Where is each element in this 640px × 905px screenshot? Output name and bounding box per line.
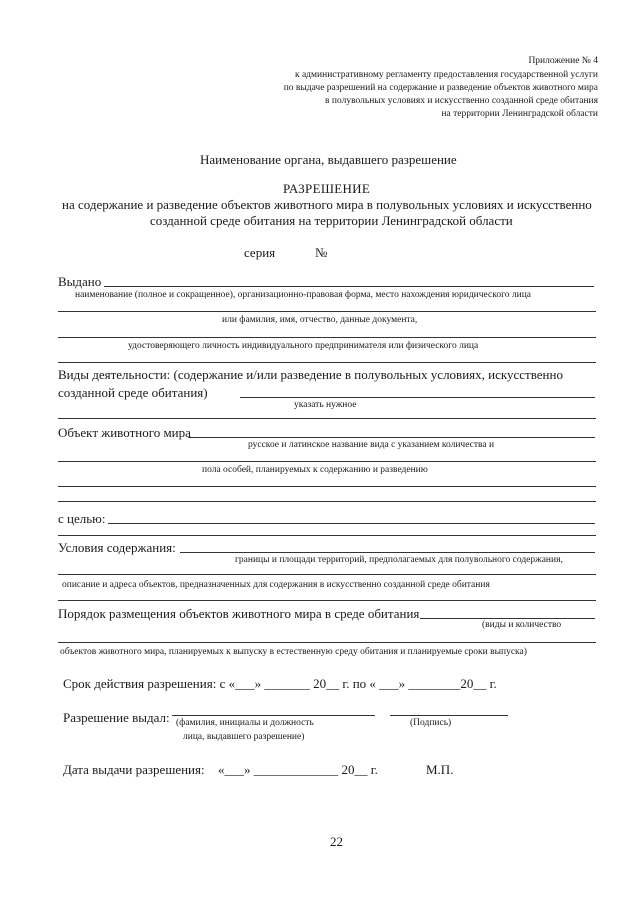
appendix-title: Приложение № 4 [528,56,598,66]
issued-by-line [172,715,375,716]
authority-name: Наименование органа, выдавшего разрешение [200,152,457,167]
validity-period: Срок действия разрешения: с «___» _______ 20__ г. по « ___» ________20__ г. [63,676,497,691]
purpose-label: с целью: [58,511,106,526]
document-subtitle-2: созданной среде обитания на территории Ленинградской области [150,213,513,228]
issued-by-hint-1: (фамилия, инициалы и должность [176,718,314,728]
appendix-line-4: на территории Ленинградской области [441,109,598,119]
wildlife-line-4 [58,501,596,502]
conditions-line [180,552,595,553]
signature-hint: (Подпись) [410,718,452,728]
wildlife-label: Объект животного мира [58,425,191,440]
issued-by-label: Разрешение выдал: [63,710,170,725]
issue-date-value: «___» _____________ 20__ г. [218,762,378,777]
activity-line-2-rule [58,418,596,419]
document-subtitle-1: на содержание и разведение объектов животного мира в полувольных условиях и искусственно [62,197,592,212]
issued-by-hint-2: лица, выдавшего разрешение) [183,732,305,742]
placement-hint-1: (виды и количество [482,620,562,630]
conditions-label: Условия содержания: [58,540,176,555]
wildlife-line-3 [58,486,596,487]
purpose-line [108,523,595,524]
issued-to-label: Выдано [58,274,102,289]
conditions-line-2 [58,574,596,575]
stamp-label: М.П. [426,762,454,777]
wildlife-line-2 [58,461,596,462]
conditions-hint-2: описание и адреса объектов, предназначенных для содержания в искусственно созданной среде обитания [62,580,490,590]
series-label: серия [244,245,276,260]
placement-line [420,618,595,619]
issued-to-line [104,286,594,287]
issued-to-hint-3: удостоверяющего личность индивидуального предпринимателя или физического лица [128,341,479,351]
page-number: 22 [330,834,343,849]
document-title: РАЗРЕШЕНИЕ [283,181,371,196]
appendix-line-3: в полувольных условиях и искусственно созданной среде обитания [325,96,598,106]
activity-line-1: Виды деятельности: (содержание и/или разведение в полувольных условиях, искусственно [58,367,563,382]
purpose-line-2 [58,535,596,536]
wildlife-line [188,437,595,438]
placement-label: Порядок размещения объектов животного мира в среде обитания [58,606,420,621]
number-label: № [315,245,328,260]
conditions-line-3 [58,600,596,601]
activity-line [240,397,595,398]
wildlife-hint-1: русское и латинское название вида с указанием количества и [248,440,495,450]
issued-to-line-2 [58,311,596,312]
activity-hint: указать нужное [294,400,357,410]
conditions-hint-1: границы и площади территорий, предполагаемых для полувольного содержания, [235,555,563,565]
appendix-line-1: к административному регламенту предоставления государственной услуги [294,70,598,80]
appendix-line-2: по выдаче разрешений на содержание и разведение объектов животного мира [283,83,598,93]
placement-line-2 [58,642,596,643]
issue-date-label: Дата выдачи разрешения: [63,762,205,777]
issued-to-line-3 [58,337,596,338]
activity-line-2: созданной среде обитания) [58,385,208,400]
wildlife-hint-2: пола особей, планируемых к содержанию и разведению [202,465,428,475]
issued-to-hint-2: или фамилия, имя, отчество, данные документа, [222,315,418,325]
placement-hint-2: объектов животного мира, планируемых к выпуску в естественную среду обитания и планируемые сроки выпуска) [60,647,527,657]
issued-to-line-4 [58,362,596,363]
signature-line [390,715,508,716]
issued-to-hint-1: наименование (полное и сокращенное), организационно-правовая форма, место нахождения юридического лица [75,290,532,300]
